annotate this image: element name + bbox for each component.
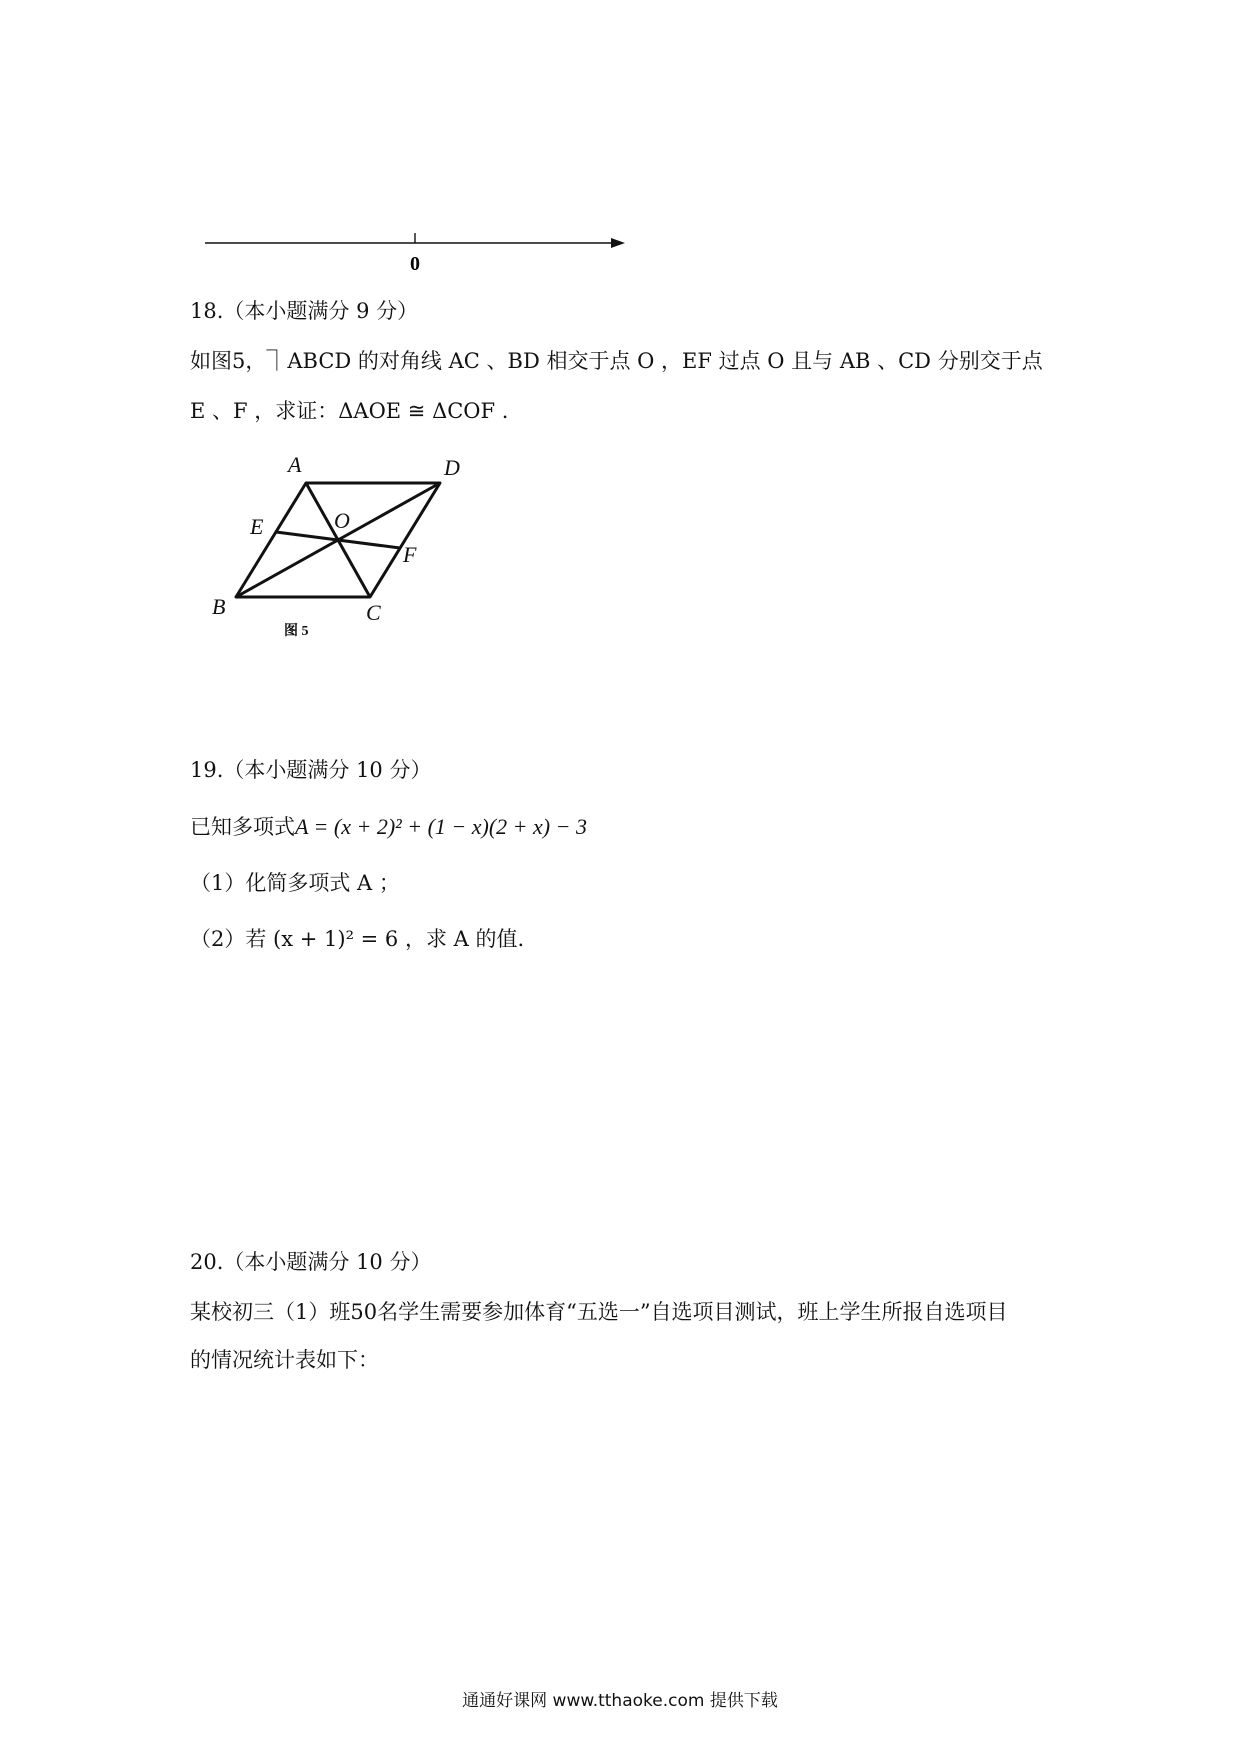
q18-line2: E 、F ，求证：ΔAOE ≅ ΔCOF . <box>190 399 509 423</box>
label-b: B <box>212 594 226 619</box>
q18-line1: 如图5，⏋ABCD 的对角线 AC 、BD 相交于点 O ，EF 过点 O 且与 AB 、CD 分别交于点 <box>190 349 1043 373</box>
label-d: D <box>444 455 460 480</box>
label-o: O <box>334 508 350 533</box>
label-a: A <box>288 452 302 477</box>
q19-intro: 已知多项式 <box>190 815 295 839</box>
q20-line1: 某校初三（1）班50名学生需要参加体育“五选一”自选项目测试，班上学生所报自选项目 <box>190 1300 1008 1324</box>
figure-5-caption: 图 5 <box>284 624 309 639</box>
q20-line2: 的情况统计表如下： <box>190 1348 379 1372</box>
page-footer: 通通好课网 www.tthaoke.com 提供下载 <box>462 1691 778 1711</box>
q19-formula: A = (x + 2)² + (1 − x)(2 + x) − 3 <box>295 814 587 839</box>
q19-part1: （1）化简多项式 A ； <box>190 871 400 895</box>
label-c: C <box>366 600 381 625</box>
figure-5-parallelogram <box>200 440 480 640</box>
q19-statement <box>190 812 587 842</box>
number-line-arrow <box>611 238 625 248</box>
q19-header: 19.（本小题满分 10 分） <box>190 758 432 782</box>
number-line-zero-label: 0 <box>410 253 420 275</box>
number-line <box>200 225 630 275</box>
q19-part2: （2）若 (x + 1)² = 6 ，求 A 的值. <box>190 927 525 951</box>
q20-header: 20.（本小题满分 10 分） <box>190 1250 432 1274</box>
q18-header: 18.（本小题满分 9 分） <box>190 299 419 323</box>
segment-ef <box>276 532 400 548</box>
label-f: F <box>403 542 417 567</box>
label-e: E <box>250 514 264 539</box>
